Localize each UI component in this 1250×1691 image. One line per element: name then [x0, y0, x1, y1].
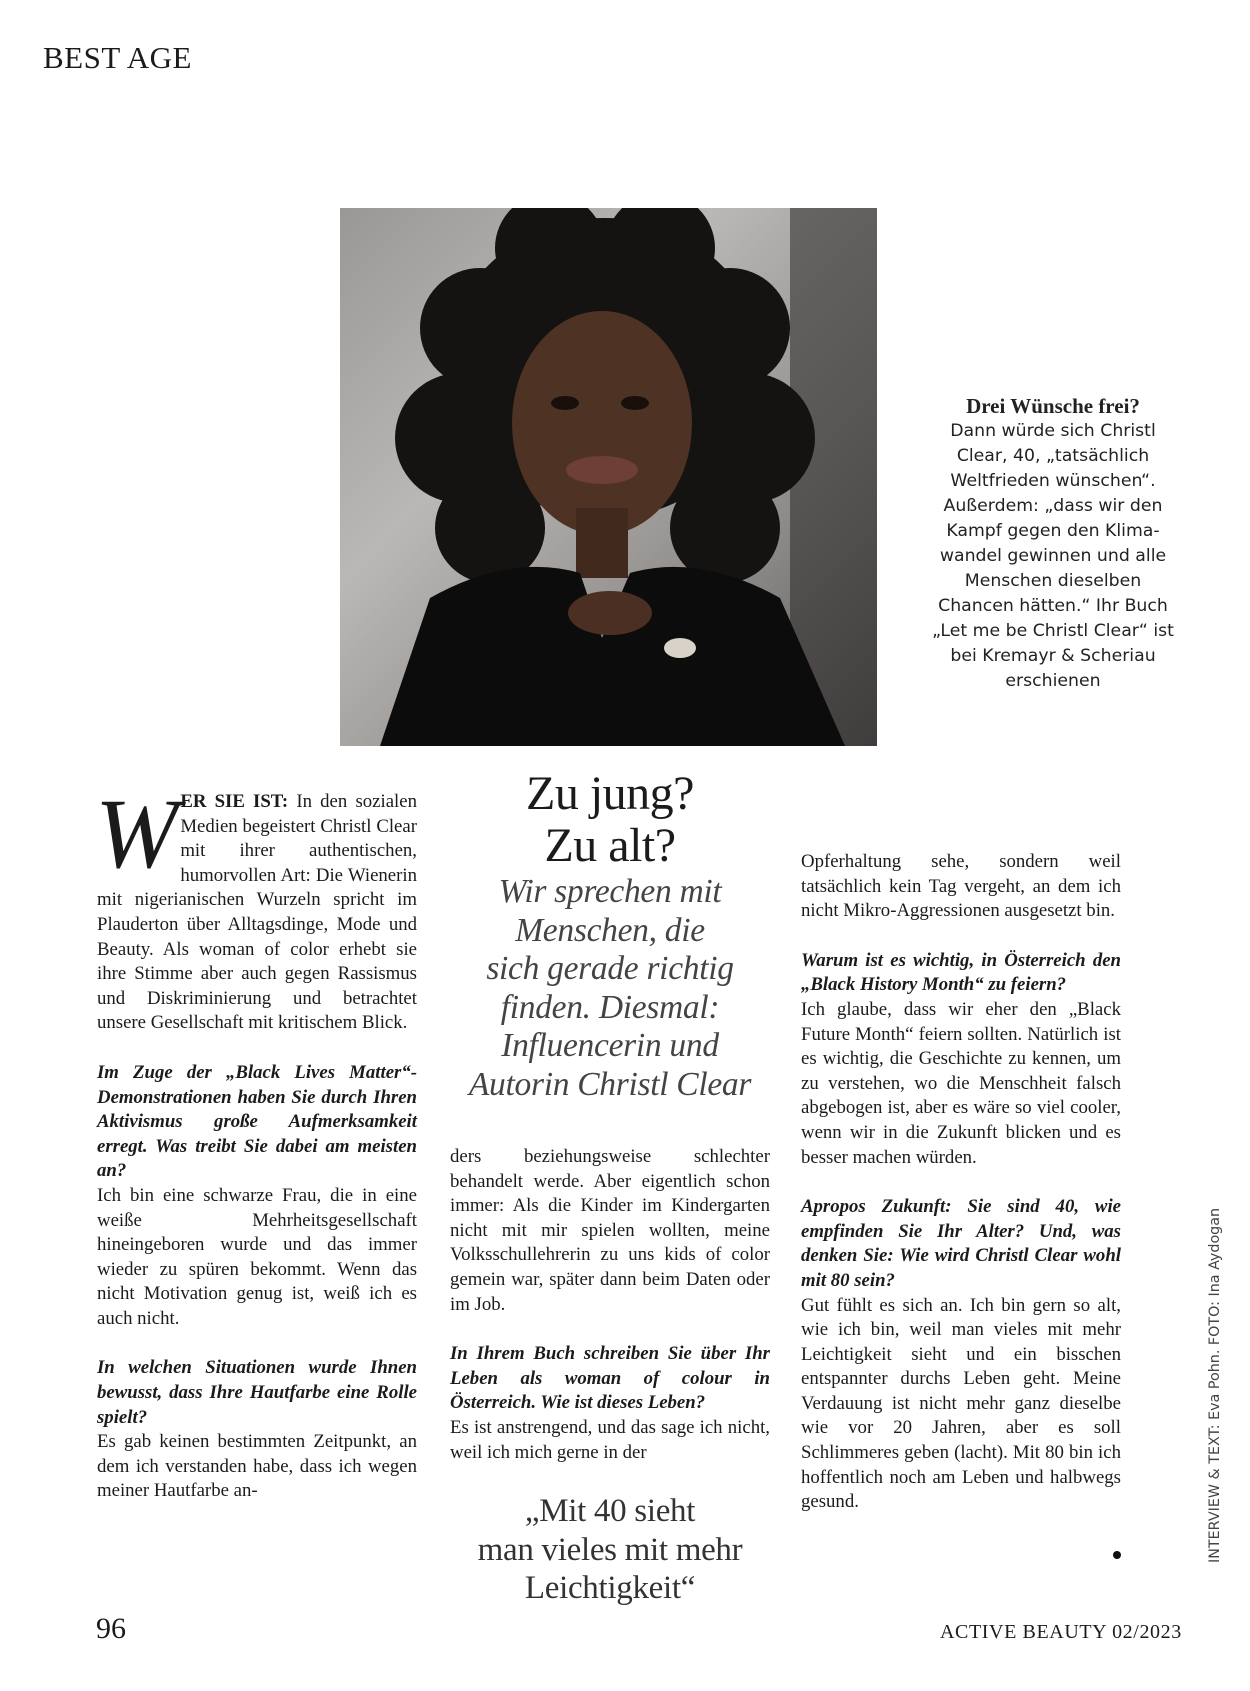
- qa-block: [97, 1061, 417, 1332]
- qa-block: [801, 1195, 1121, 1515]
- question: Im Zuge der „Black Lives Matter“-Demonstrationen haben Sie durch Ihren Aktivismus große Aufmerksamkeit erregt. Was treibt Sie dabei am meisten an?: [97, 1061, 417, 1182]
- question: Apropos Zukunft: Sie sind 40, wie empfinden Sie Ihr Alter? Und, was denken Sie: Wie wird Christl Clear wohl mit 80 sein?: [801, 1196, 1121, 1291]
- portrait-photo: [340, 208, 877, 746]
- answer: Ich bin eine schwarze Frau, die in eine weiße Mehrheitsgesellschaft hineingeboren wurde und das immer wieder zu spüren bekommt. Wenn das nicht Motivation genug ist, weiß ich es auch nicht.: [97, 1184, 417, 1329]
- caption-heading: Drei Wünsche frei?: [966, 394, 1140, 418]
- answer: Gut fühlt es sich an. Ich bin gern so alt, wie ich bin, weil man vieles mit mehr Leichtigkeit sieht und ein bisschen entspannter durchs Leben geht. Meine Verdauung ist nicht mehr ganz dieselbe wie vor 20 Jahren, aber es soll Schlimmeres geben (lacht). Mit 80 bin ich hoffentlich noch am Leben und halbwegs gesund.: [801, 1294, 1121, 1513]
- photo-caption: [888, 393, 1218, 694]
- article-column-3: [801, 850, 1121, 1540]
- answer-continued: Opferhaltung sehe, sondern weil tatsächlich kein Tag vergeht, an dem ich nicht Mikro-Aggressionen ausgesetzt bin.: [801, 851, 1121, 922]
- deck-line: Menschen, die: [515, 911, 705, 949]
- page-number: 96: [96, 1612, 126, 1645]
- caption-line: Kampf gegen den Klima-: [946, 521, 1160, 541]
- dropcap: W: [95, 778, 179, 889]
- answer: Ich glaube, dass wir eher den „Black Future Month“ feiern sollten. Natürlich ist es wichtig, die Geschichte zu kennen, um zu verstehen, wo die Menschheit falsch abgebogen ist, aber es wäre so viel cooler, wenn wir in die Zukunft blicken und es besser machen würden.: [801, 998, 1121, 1168]
- lead-in: ER SIE IST:: [180, 791, 289, 812]
- caption-line: erschienen: [1005, 671, 1101, 691]
- caption-line: Menschen dieselben: [964, 571, 1142, 591]
- deck-line: Wir sprechen mit: [498, 873, 722, 910]
- pull-quote: [440, 1492, 780, 1608]
- answer: Es gab keinen bestimmten Zeitpunkt, an dem ich verstanden habe, dass ich wegen meiner Hautfarbe an-: [97, 1431, 417, 1502]
- question: In Ihrem Buch schreiben Sie über Ihr Leben als woman of colour in Österreich. Wie ist dieses Leben?: [450, 1343, 770, 1414]
- answer: Es ist anstrengend, und das sage ich nicht, weil ich mich gerne in der: [450, 1416, 770, 1463]
- intro-text: In den sozialen Medien begeistert Christl Clear mit ihrer authentischen, humorvollen Art: Die Wienerin mit nigerianischen Wurzeln spricht im Plauderton über Alltagsdinge, Mode und Beauty. Als woman of color erhebt sie ihre Stimme aber auch gegen Rassismus und Diskriminierung und betrachtet unsere Gesellschaft mit kritischem Blick.: [97, 791, 417, 1034]
- headline: [440, 768, 780, 872]
- issue-label: ACTIVE BEAUTY 02/2023: [940, 1621, 1182, 1643]
- article-column-1: [95, 778, 417, 1529]
- question: Warum ist es wichtig, in Österreich den „Black History Month“ zu feiern?: [801, 949, 1121, 996]
- intro-paragraph: [95, 778, 417, 1036]
- deck-line: finden. Diesmal:: [500, 988, 720, 1026]
- photo-credit: INTERVIEW & TEXT: Eva Pohn. FOTO: Ina Aydogan: [1207, 1207, 1223, 1563]
- end-mark: [1113, 1551, 1121, 1559]
- deck: [440, 873, 780, 1104]
- caption-line: Clear, 40, „tatsächlich: [956, 446, 1150, 466]
- qa-block: [450, 1342, 770, 1465]
- pull-quote-line: Leichtigkeit“: [524, 1570, 696, 1606]
- deck-line: sich gerade richtig: [486, 950, 734, 987]
- caption-line: Chancen hätten.“ Ihr Buch: [938, 596, 1168, 616]
- caption-line: „Let me be Christl Clear“ ist: [932, 621, 1174, 641]
- caption-line: Außerdem: „dass wir den: [943, 496, 1163, 516]
- pull-quote-line: „Mit 40 sieht: [524, 1493, 696, 1529]
- deck-line: Influencerin und: [501, 1027, 719, 1064]
- pull-quote-line: man vieles mit mehr: [477, 1531, 743, 1568]
- question: In welchen Situationen wurde Ihnen bewusst, dass Ihre Hautfarbe eine Rolle spielt?: [97, 1357, 417, 1428]
- section-label: BEST AGE: [43, 40, 192, 75]
- qa-block: [801, 949, 1121, 1170]
- article-column-2: [450, 1145, 770, 1490]
- caption-line: Weltfrieden wünschen“.: [950, 471, 1156, 491]
- headline-line: Zu alt?: [544, 819, 676, 872]
- caption-line: Dann würde sich Christl: [950, 421, 1156, 441]
- qa-block: [97, 1356, 417, 1504]
- deck-line: Autorin Christl Clear: [468, 1065, 752, 1103]
- answer-continued: ders beziehungsweise schlechter behandelt werde. Aber eigentlich schon immer: Als die Kinder im Kindergarten nicht mit mir spielen wollten, meine Volksschullehrerin zu uns kids of color gemein war, später dann beim Daten oder im Job.: [450, 1146, 770, 1315]
- headline-line: Zu jung?: [526, 767, 694, 820]
- caption-line: wandel gewinnen und alle: [939, 546, 1167, 566]
- caption-line: bei Kremayr & Scheriau: [950, 646, 1156, 666]
